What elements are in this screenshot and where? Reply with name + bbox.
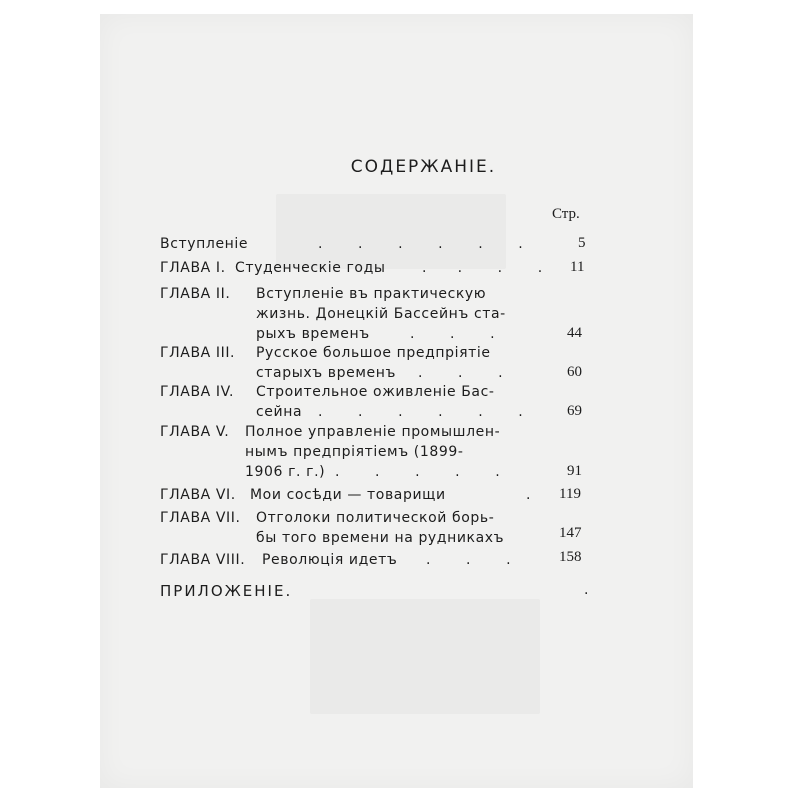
chapter-title-line: Революція идетъ [262, 552, 398, 568]
page-number: 91 [567, 463, 582, 479]
page-number: 69 [567, 403, 582, 419]
entry-label: Вступленіе [160, 236, 249, 252]
chapter-number: ГЛАВА VIII. [160, 552, 246, 568]
leader-dots: . . . . . . [318, 404, 523, 420]
toc-title: СОДЕРЖАНІЕ. [350, 157, 497, 177]
appendix-label: ПРИЛОЖЕНІЕ. [160, 582, 293, 600]
page-number: 11 [570, 259, 585, 275]
chapter-number: ГЛАВА I. [160, 260, 226, 276]
chapter-title-line: Строительное оживленіе Бас- [256, 384, 495, 400]
chapter-title-line: Русское большое предпріятіе [256, 345, 491, 361]
chapter-number: ГЛАВА IV. [160, 384, 235, 400]
leader-dots: . . . . . . [318, 236, 523, 252]
leader-dots: . . . [410, 326, 495, 342]
chapter-number: ГЛАВА VI. [160, 487, 236, 503]
page-number: 5 [578, 235, 586, 251]
chapter-title-line: жизнь. Донецкій Бассейнъ ста- [256, 306, 506, 322]
chapter-title-line: бы того времени на рудникахъ [256, 530, 505, 546]
page-number: 158 [559, 549, 582, 565]
chapter-title-line: сейна [256, 404, 303, 420]
leader-dots: . [526, 487, 531, 503]
chapter-title-line: рыхъ временъ [256, 326, 370, 342]
leader-dots: . . . . [422, 260, 543, 276]
chapter-number: ГЛАВА V. [160, 424, 230, 440]
chapter-title-line: Студенческіе годы [235, 260, 386, 276]
chapter-title-line: старыхъ временъ [256, 365, 396, 381]
leader-dots: . . . [426, 552, 511, 568]
chapter-title-line: Полное управленіе промышлен- [245, 424, 501, 440]
page-number: 147 [559, 525, 582, 541]
chapter-title-line: Мои сосѣди — товарищи [250, 487, 446, 503]
leader-dots: . . . [418, 365, 503, 381]
chapter-number: ГЛАВА II. [160, 286, 231, 302]
leader-dots: . [584, 582, 589, 598]
chapter-title-line: Вступленіе въ практическую [256, 286, 487, 302]
page-column-header: Стр. [552, 206, 580, 222]
page-number: 119 [559, 486, 581, 502]
leader-dots: . . . . . [335, 464, 500, 480]
chapter-title-line: 1906 г. г.) [245, 464, 326, 480]
page-number: 60 [567, 364, 582, 380]
chapter-title-line: нымъ предпріятіемъ (1899- [245, 444, 464, 460]
chapter-number: ГЛАВА VII. [160, 510, 241, 526]
chapter-title-line: Отголоки политической борь- [256, 510, 495, 526]
page-number: 44 [567, 325, 582, 341]
chapter-number: ГЛАВА III. [160, 345, 236, 361]
